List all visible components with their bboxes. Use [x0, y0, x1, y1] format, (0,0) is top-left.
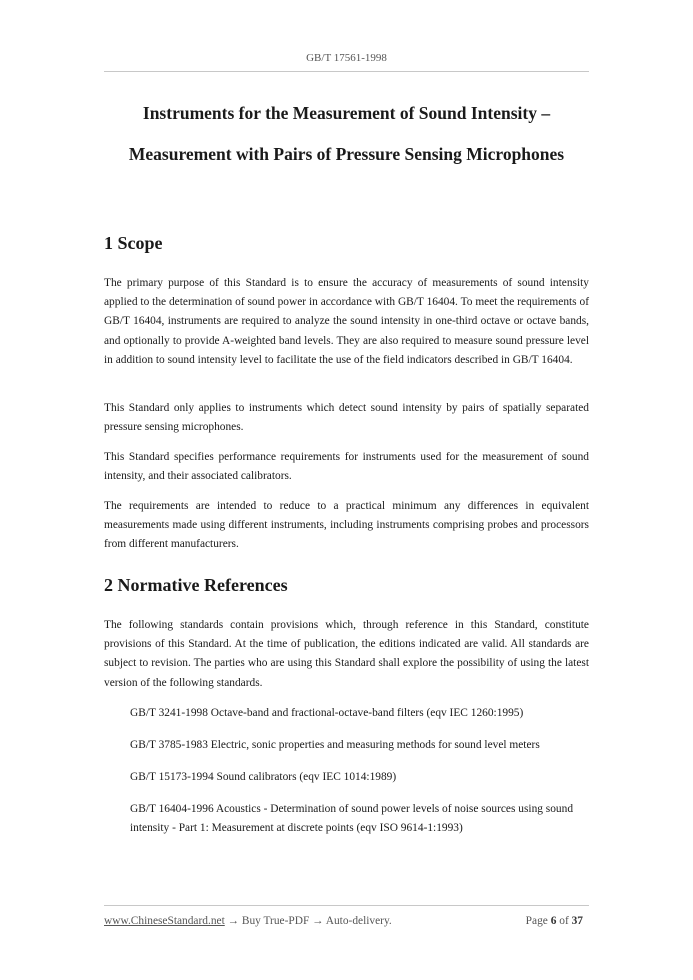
- reference-item: GB/T 3241-1998 Octave-band and fractional-octave-band filters (eqv IEC 1260:1995): [130, 707, 524, 719]
- buy-pdf-link[interactable]: Buy True-PDF: [241, 915, 310, 927]
- page-total: 37: [571, 915, 583, 927]
- normative-intro-paragraph: The following standards contain provisions which, through reference in this Standard, constitute provisions of this Standard. At the time of publication, the editions indicated are valid. All standards are subject to revision. The parties who are using this Standard shall explore the possibility of using the latest version of the following standards.: [104, 619, 589, 689]
- delivery-text: Auto-delivery.: [325, 915, 392, 927]
- reference-item: GB/T 16404-1996 Acoustics - Determination of sound power levels of noise sources using sound intensity - Part 1: Measurement at discrete points (eqv ISO 9614-1:1993): [130, 803, 574, 835]
- document-title-line-1: Instruments for the Measurement of Sound Intensity –: [142, 103, 551, 123]
- scope-paragraph-2: This Standard only applies to instruments which detect sound intensity by pairs of spatially separated pressure sensing microphones.: [104, 402, 589, 434]
- page-current: 6: [550, 915, 557, 927]
- site-link[interactable]: www.ChineseStandard.net: [104, 915, 225, 927]
- scope-paragraph-4: The requirements are intended to reduce to a practical minimum any differences in equivalent measurements made using different instruments, including instruments comprising probes and processors from different manufacturers.: [104, 500, 589, 551]
- section-heading-scope: 1 Scope: [104, 233, 163, 253]
- scope-paragraph-1: The primary purpose of this Standard is to ensure the accuracy of measurements of sound intensity applied to the determination of sound power in accordance with GB/T 16404. To meet the requirements of GB/T 16404, instruments are required to analyze the sound intensity in one-third octave or octave bands, and optionally to provide A-weighted band levels. They are also required to measure sound pressure level in addition to sound intensity level to facilitate the use of the field indicators described in GB/T 16404.: [104, 277, 589, 366]
- page-of: of: [559, 915, 569, 927]
- reference-item: GB/T 15173-1994 Sound calibrators (eqv IEC 1014:1989): [130, 771, 397, 783]
- arrow-icon: →: [227, 915, 239, 927]
- scope-paragraph-3: This Standard specifies performance requirements for instruments used for the measurement of sound intensity, and their associated calibrators.: [104, 451, 589, 483]
- document-title-line-2: Measurement with Pairs of Pressure Sensing Microphones: [128, 144, 565, 164]
- footer-divider: [104, 905, 589, 906]
- reference-item: GB/T 3785-1983 Electric, sonic properties and measuring methods for sound level meters: [130, 739, 540, 751]
- page-header: GB/T 17561-1998: [306, 52, 387, 64]
- arrow-icon: →: [312, 915, 324, 927]
- footer-promo: [104, 915, 392, 927]
- section-heading-normative-references: 2 Normative References: [104, 575, 288, 595]
- header-divider: [104, 71, 589, 72]
- page-label: Page: [525, 915, 548, 927]
- page-number: [526, 915, 583, 927]
